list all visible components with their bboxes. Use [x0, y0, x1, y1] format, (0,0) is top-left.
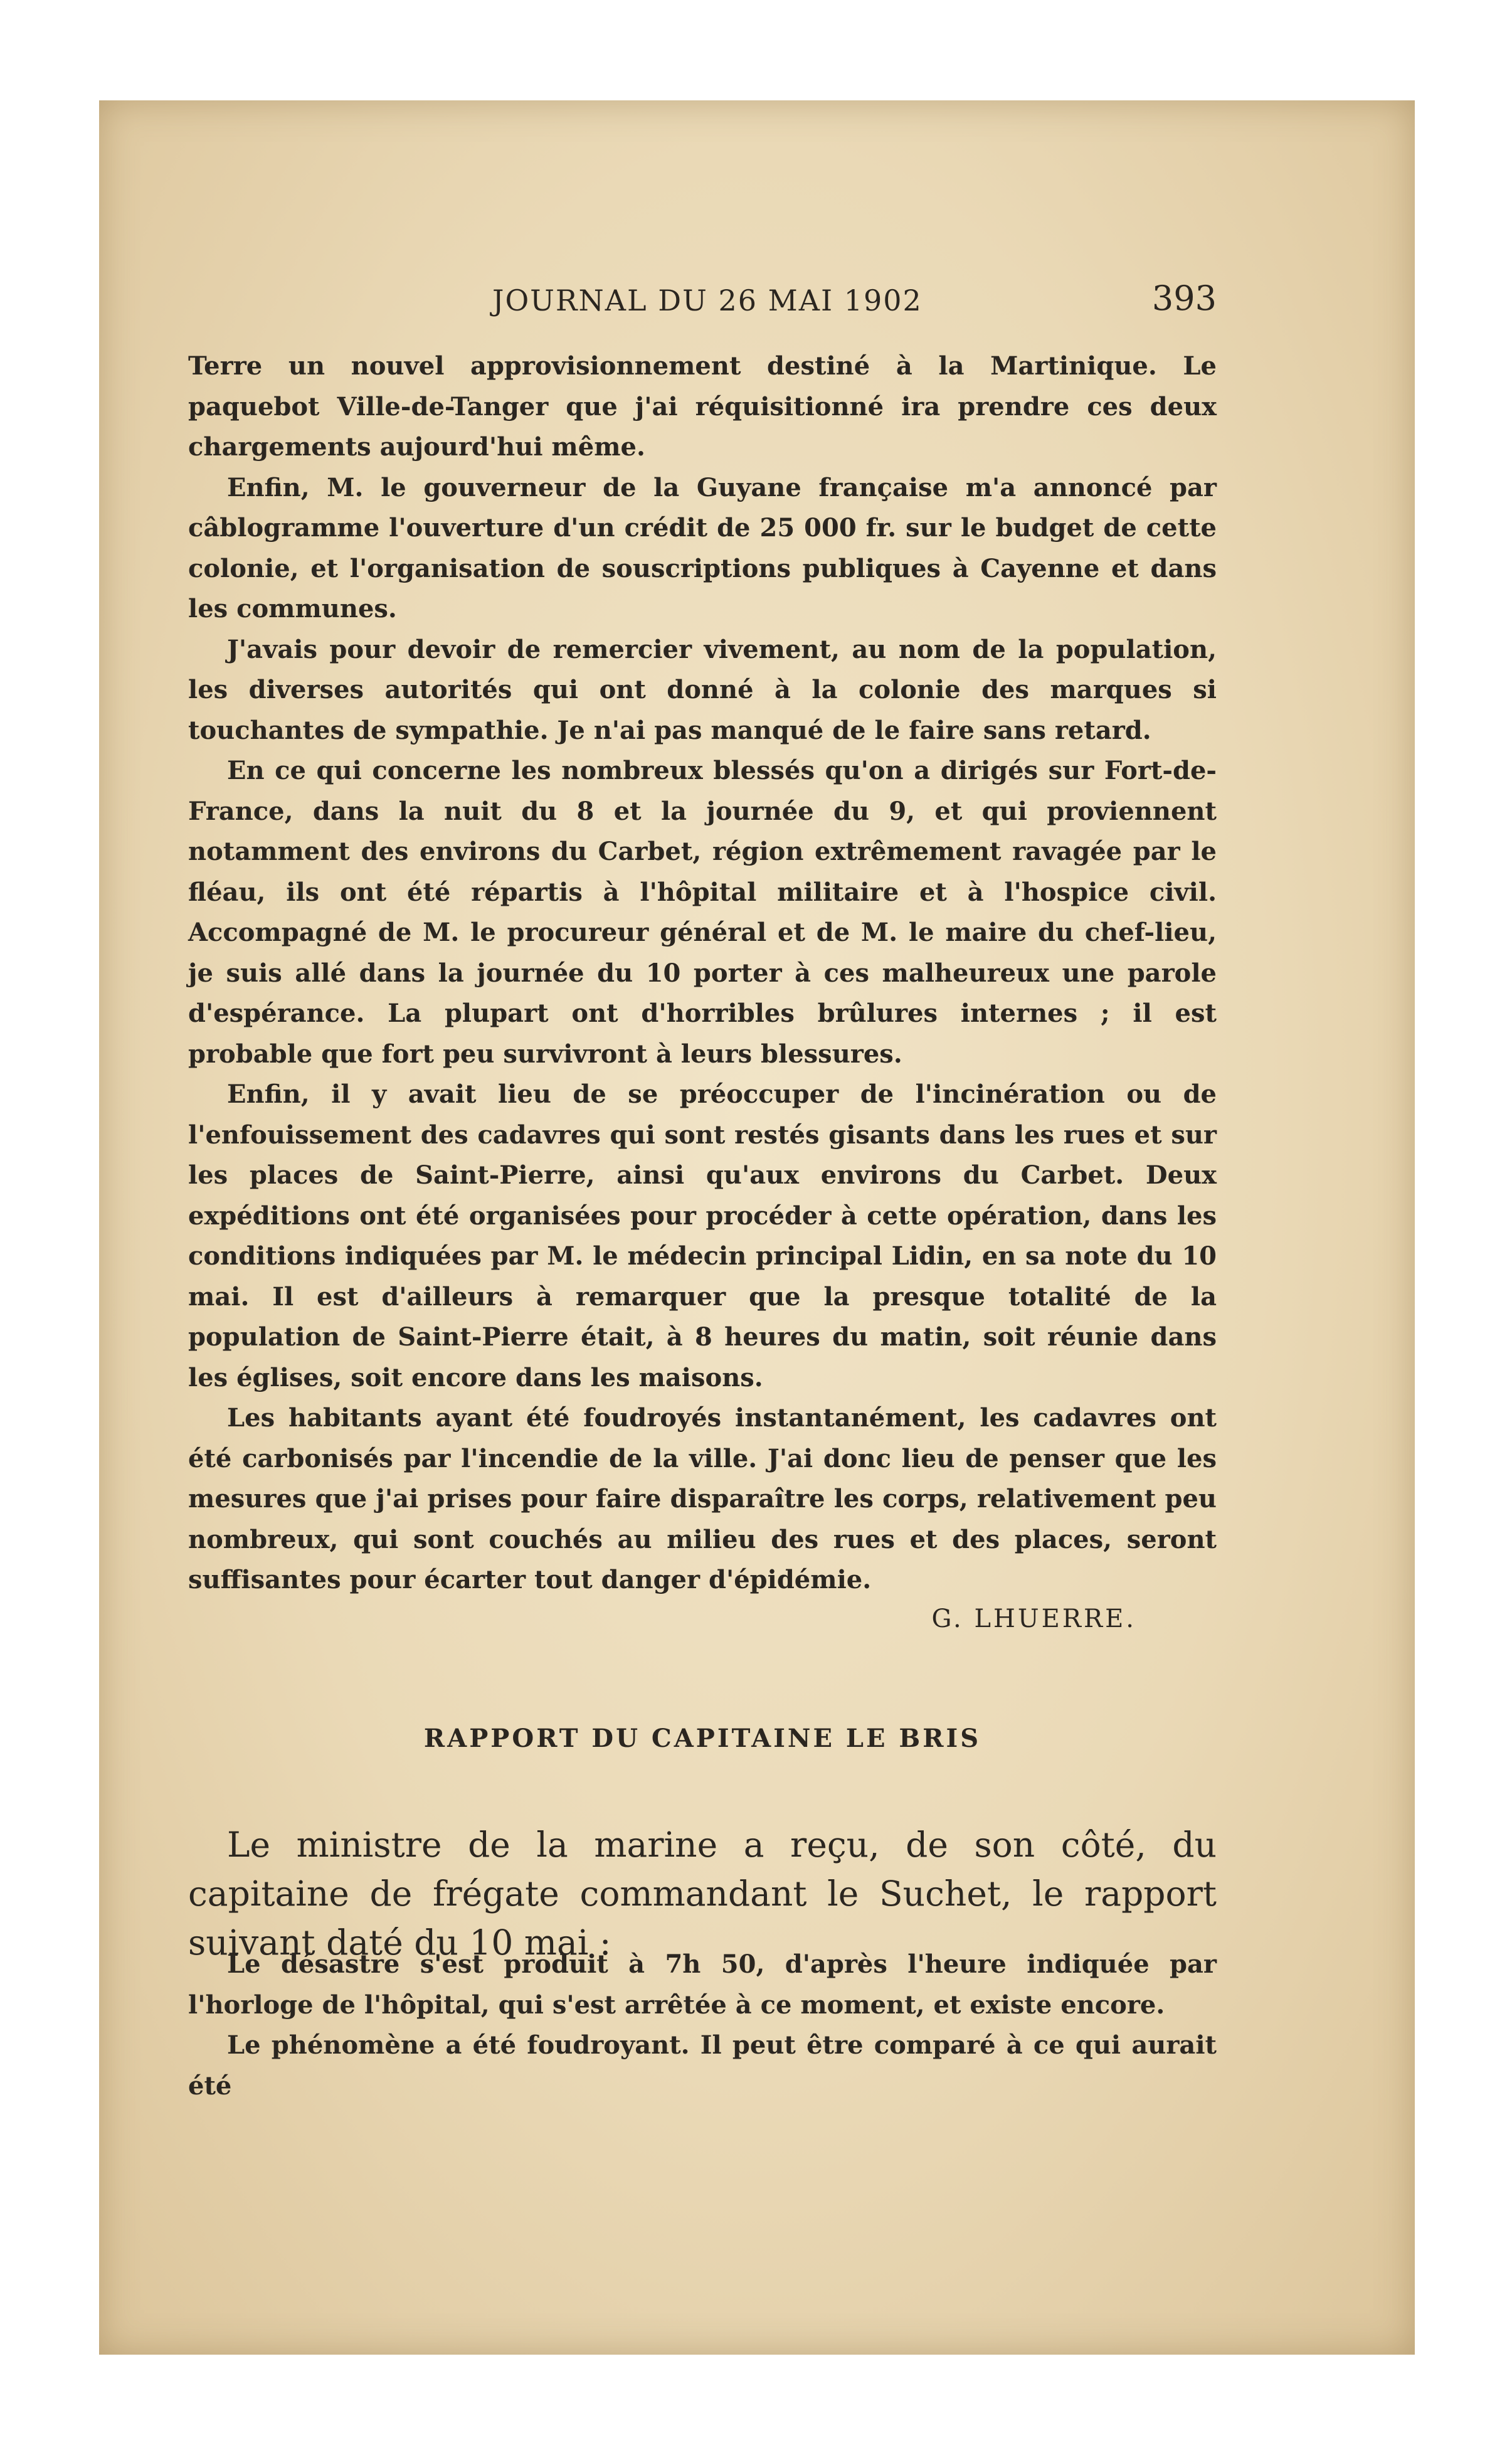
page-header	[188, 278, 1217, 321]
paragraph: Enfin, il y avait lieu de se préoccuper de l'incinération ou de l'enfouissement des cadavres qui sont restés gisants dans les rues et sur les places de Saint-Pierre, ainsi qu'aux environs du Carbet. Deux expéditions ont été organisées pour procéder à cette opération, dans les conditions indiquées par M. le médecin principal Lidin, en sa note du 10 mai. Il est d'ailleurs à remarquer que la presque totalité de la population de Saint-Pierre était, à 8 heures du matin, soit réunie dans les églises, soit encore dans les maisons.	[188, 1079, 1217, 1392]
paragraph: Les habitants ayant été foudroyés instantanément, les cadavres ont été carbonisés par l'incendie de la ville. J'ai donc lieu de penser que les mesures que j'ai prises pour faire disparaître les corps, relativement peu nombreux, qui sont couchés au milieu des rues et des places, seront suffisantes pour écarter tout danger d'épidémie.	[188, 1403, 1217, 1594]
paragraph: Le phénomène a été foudroyant. Il peut être comparé à ce qui aurait été	[188, 2030, 1217, 2101]
paragraph: J'avais pour devoir de remercier vivement, au nom de la population, les diverses autorités qui ont donné à la colonie des marques si touchantes de sympathie. Je n'ai pas manqué de le faire sans retard.	[188, 634, 1217, 745]
signature: G. LHUERRE.	[931, 1604, 1136, 1633]
running-head: JOURNAL DU 26 MAI 1902	[492, 284, 923, 317]
paragraph: En ce qui concerne les nombreux blessés qu'on a dirigés sur Fort-de-France, dans la nuit du 8 et la journée du 9, et qui proviennent notamment des environs du Carbet, région extrêmement ravagée par le fléau, ils ont été répartis à l'hôpital militaire et à l'hospice civil. Accompagné de M. le procureur général et de M. le maire du chef-lieu, je suis allé dans la journée du 10 porter à ces malheureux une parole d'espérance. La plupart ont d'horribles brûlures internes ; il est probable que fort peu survivront à leurs blessures.	[188, 756, 1217, 1069]
page-number: 393	[1151, 278, 1217, 318]
paragraph: Terre un nouvel approvisionnement destiné à la Martinique. Le paquebot Ville-de-Tanger que j'ai réquisitionné ira prendre ces deux chargements aujourd'hui même.	[188, 351, 1217, 462]
paragraph: Enfin, M. le gouverneur de la Guyane française m'a annoncé par câblogramme l'ouverture d'un crédit de 25 000 fr. sur le budget de cette colonie, et l'organisation de souscriptions publiques à Cayenne et dans les communes.	[188, 472, 1217, 623]
section-title: RAPPORT DU CAPITAINE LE BRIS	[423, 1724, 981, 1753]
report-text	[188, 1944, 1217, 2106]
lead-paragraph: Le ministre de la marine a reçu, de son côté, du capitaine de frégate commandant le Suchet, le rapport suivant daté du 10 mai :	[188, 1825, 1217, 1963]
body-text	[188, 346, 1217, 1601]
paragraph: Le désastre s'est produit à 7h 50, d'après l'heure indiquée par l'horloge de l'hôpital, qui s'est arrêtée à ce moment, et existe encore.	[188, 1949, 1217, 2020]
